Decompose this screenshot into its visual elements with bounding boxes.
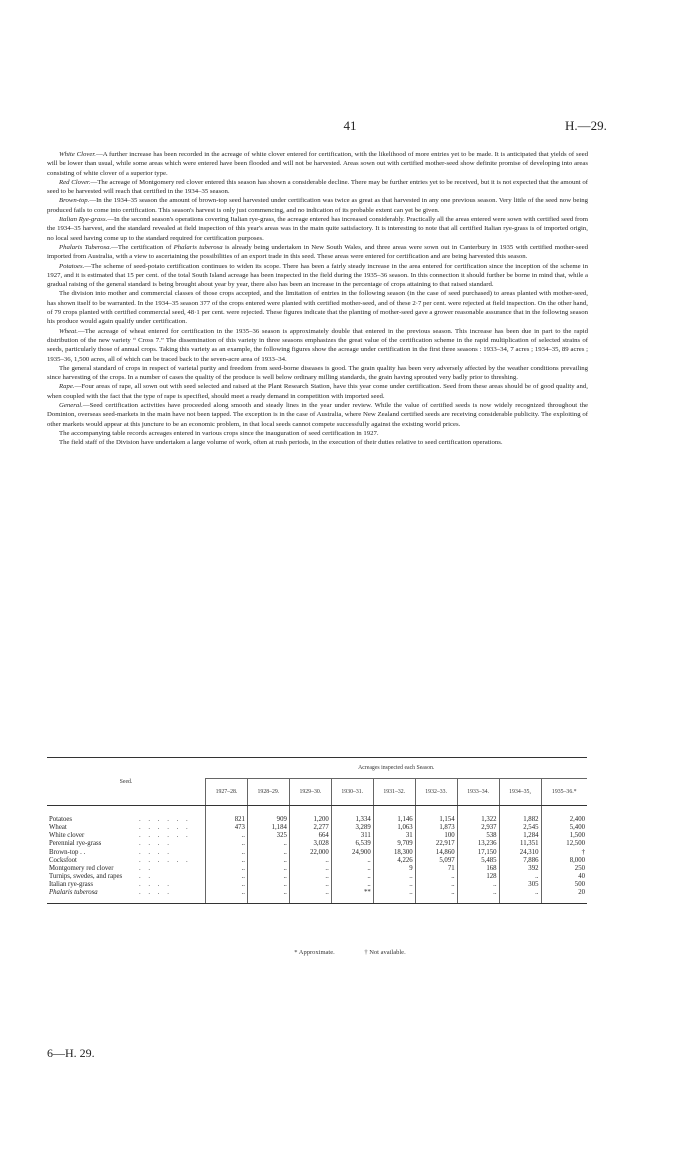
seed-column-header: Seed. — [47, 758, 206, 806]
table-row — [47, 840, 587, 848]
paragraph-rape — [47, 382, 588, 401]
table-row — [47, 824, 587, 832]
acreage-cell: 2,400 — [541, 816, 587, 824]
year-header: 1933–34. — [457, 779, 499, 806]
acreage-cell: .. — [457, 889, 499, 904]
acreage-cell: ** — [331, 889, 373, 904]
paragraph-text: —The certification of — [111, 243, 174, 251]
acreage-cell: .. — [289, 889, 331, 904]
seed-name-cell — [47, 840, 206, 848]
year-header: 1928–29. — [247, 779, 289, 806]
table-row — [47, 865, 587, 873]
acreage-cell: 1,154 — [415, 816, 457, 824]
acreage-cell: 909 — [247, 816, 289, 824]
paragraph-white-clover — [47, 150, 588, 178]
acreage-cell: .. — [247, 857, 289, 865]
paragraph-potatoes — [47, 262, 588, 290]
acreage-cell: 500 — [541, 881, 587, 889]
italic-species-name: Phalaris tuberosa — [173, 243, 223, 251]
acreage-cell: 538 — [457, 832, 499, 840]
acreage-cell: 2,937 — [457, 824, 499, 832]
acreage-cell: 128 — [457, 873, 499, 881]
acreage-cell: 1,334 — [331, 816, 373, 824]
acreage-cell: 5,485 — [457, 857, 499, 865]
paragraph-potato-classes — [47, 289, 588, 326]
seed-name: White clover — [49, 832, 85, 840]
heading-potatoes: Potatoes. — [59, 262, 85, 270]
acreage-cell: 31 — [373, 832, 415, 840]
acreage-cell: 2,277 — [289, 824, 331, 832]
acreage-cell: 1,322 — [457, 816, 499, 824]
acreage-cell: .. — [247, 849, 289, 857]
seed-name-cell — [47, 865, 206, 873]
leader-dots: . . . . . . — [139, 856, 191, 864]
seed-name: Wheat — [49, 824, 67, 832]
acreage-cell: 392 — [499, 865, 541, 873]
acreage-cell: .. — [206, 832, 248, 840]
leader-dots: . . — [139, 864, 154, 872]
heading-wheat: Wheat. — [59, 327, 78, 335]
acreage-cell: .. — [206, 881, 248, 889]
acreage-cell: .. — [206, 889, 248, 904]
paragraph-text: —In the second season's operations covering Italian rye-grass, the acreage entered has increased considerably. Practically all the areas entered were sown with certified seed from the 1934–35 harvest, and the standard revealed at field inspection of this year's areas was in the main quite satisfactory. It is interesting to note that all certified Italian rye-grass is of imported origin, no local seed having come up to the standard required for certification purposes. — [47, 216, 589, 242]
seed-name-cell — [47, 857, 206, 865]
acreage-cell: 7,886 — [499, 857, 541, 865]
seed-name-cell — [47, 849, 206, 857]
acreage-cell: .. — [415, 889, 457, 904]
paragraph-brown-top — [47, 196, 588, 215]
acreage-cell: 5,097 — [415, 857, 457, 865]
seed-name: Potatoes — [49, 816, 73, 824]
acreage-cell: 3,028 — [289, 840, 331, 848]
acreage-cell: 168 — [457, 865, 499, 873]
paragraph-wheat — [47, 327, 588, 364]
acreage-cell: 2,545 — [499, 824, 541, 832]
heading-general: General. — [59, 402, 83, 410]
paragraph-phalaris — [47, 243, 588, 262]
table-row — [47, 849, 587, 857]
acreage-cell: 40 — [541, 873, 587, 881]
year-header: 1934–35, — [499, 779, 541, 806]
acreage-cell: 821 — [206, 816, 248, 824]
year-header: 1930–31. — [331, 779, 373, 806]
acreage-cell: † — [541, 849, 587, 857]
acreage-group-header: Acreages inspected each Season. — [206, 758, 588, 779]
seed-name-cell — [47, 881, 206, 889]
report-reference: H.—29. — [565, 118, 607, 133]
acreage-cell: .. — [247, 873, 289, 881]
acreage-cell: .. — [331, 881, 373, 889]
table-row — [47, 873, 587, 881]
acreage-cell: .. — [206, 840, 248, 848]
seed-name-cell — [47, 824, 206, 832]
acreage-cell: 11,351 — [499, 840, 541, 848]
acreage-cell: 473 — [206, 824, 248, 832]
seed-name: Perennial rye-grass — [49, 840, 102, 848]
year-header: 1929–30. — [289, 779, 331, 806]
acreage-cell: .. — [289, 865, 331, 873]
acreage-cell: 71 — [415, 865, 457, 873]
leader-dots: . . . . — [139, 880, 172, 888]
acreage-cell: 1,200 — [289, 816, 331, 824]
table-row — [47, 857, 587, 865]
paragraph-text: The division into mother and commercial classes of those crops accepted, and the limitation of entries in the following season (in the case of seed purchased) to areas planted with mother-seed, has shown itself to be warranted. In the 1934–35 season 377 of the crops entered were planted with certified mother-seed, and of these 2·7 per cent. were rejected at field inspection. On the other hand, of 79 crops planted with certified commercial seed, 48·1 per cent. were rejected. These figures indicate that the planting of mother-seed gave a grower reasonable assurance that in the following season his produce would again qualify under certification. — [47, 290, 588, 326]
heading-red-clover: Red Clover. — [59, 178, 91, 186]
acreage-cell: 311 — [331, 832, 373, 840]
footnote-not-available: † Not available. — [364, 949, 406, 956]
acreage-cell: .. — [331, 873, 373, 881]
leader-dots: . . . . — [139, 889, 172, 897]
acreage-cell: .. — [206, 857, 248, 865]
heading-phalaris: Phalaris Tuberosa. — [59, 243, 112, 251]
acreage-cell: .. — [289, 873, 331, 881]
acreage-cell: 6,539 — [331, 840, 373, 848]
acreage-cell: 17,150 — [457, 849, 499, 857]
acreage-cell: 20 — [541, 889, 587, 904]
paragraph-text: —Four areas of rape, all sown out with seed selected and raised at the Plant Research Station, have this year come under certification. Seed from these areas should be of good quality and, when coupled with the fact that the type of rape is specified, should meet a ready demand in competition with imported seed. — [47, 383, 588, 400]
acreage-cell: .. — [247, 881, 289, 889]
leader-dots: . . . . . . — [139, 816, 191, 824]
acreage-cell: 1,284 — [499, 832, 541, 840]
acreage-cell: .. — [373, 873, 415, 881]
paragraph-text: —The acreage of wheat entered for certification in the 1935–36 season is approximately double that entered in the previous season. This increase has been due in part to the rapid distribution of the new variety “ Cross 7.” The dissemination of this variety in three seasons emphasizes the great value of the certification scheme in the rapid multiplication of selected strains of seeds, particularly those of annual crops. Taking this variety as an example, the following figures show the acreage under certification in the first three seasons : 1933–34, 7 acres ; 1934–35, 89 acres ; 1935–36, 1,500 acres, all of which can be traced back to the seven-acre area of 1933–34. — [47, 327, 588, 363]
heading-rape: Rape. — [59, 383, 75, 391]
seed-name: Brown-top . . — [49, 848, 86, 856]
acreage-cell: 664 — [289, 832, 331, 840]
year-header: 1935–36.* — [541, 779, 587, 806]
acreage-cell: .. — [457, 881, 499, 889]
paragraph-italian-rye-grass — [47, 215, 588, 243]
acreage-cell: 12,500 — [541, 840, 587, 848]
acreage-cell: 18,300 — [373, 849, 415, 857]
table-row — [47, 881, 587, 889]
seed-name: Cocksfoot — [49, 856, 77, 864]
acreage-cell: 24,310 — [499, 849, 541, 857]
acreage-cell: 8,000 — [541, 857, 587, 865]
acreage-cell: .. — [247, 865, 289, 873]
acreage-cell: .. — [499, 889, 541, 904]
table-row — [47, 889, 587, 904]
paragraph-text: The general standard of crops in respect of varietal purity and freedom from seed-borne diseases is good. The grain quality has been very adversely affected by the weather conditions prevailing since harvesting of the crops. In a number of cases the quality of the produce is well below ordinary milling standards, the grain having sprouted very badly prior to threshing. — [47, 364, 588, 382]
paragraph-text: —In the 1934–35 season the amount of brown-top seed harvested under certification was twice as great as that harvested in any one previous season. Very little of the seed now being produced fails to come into certification. This season's harvest is only just commencing, and no indication of its probable extent can yet be given. — [47, 197, 588, 214]
paragraph-red-clover — [47, 178, 588, 197]
paragraph-text: The field staff of the Division have undertaken a large volume of work, often at rush periods, in the execution of their duties relative to seed certification operations. — [59, 439, 503, 447]
acreage-cell: 14,860 — [415, 849, 457, 857]
leader-dots: . . . . — [139, 848, 172, 856]
seed-name: Phalaris tuberosa — [49, 889, 98, 897]
acreage-cell: .. — [331, 857, 373, 865]
heading-brown-top: Brown-top. — [59, 197, 90, 205]
acreage-cell: 3,289 — [331, 824, 373, 832]
acreage-cell: .. — [415, 881, 457, 889]
paragraph-text: —The acreage of Montgomery red clover entered this season has shown a considerable decline. There may be further entries yet to be received, but it is not expected that the amount of seed to be harvested will reach that certified in the 1934–35 season. — [47, 178, 588, 196]
seed-name: Montgomery red clover — [49, 864, 114, 872]
seed-name-cell — [47, 832, 206, 840]
acreage-cell: .. — [247, 889, 289, 904]
leader-dots: . . . . . . — [139, 832, 191, 840]
leader-dots: . . . . — [139, 840, 172, 848]
acreage-cell: .. — [331, 865, 373, 873]
seed-name-cell — [47, 816, 206, 824]
acreage-cell: 22,000 — [289, 849, 331, 857]
table-row — [47, 816, 587, 824]
acreage-cell: 100 — [415, 832, 457, 840]
footer-reference: 6—H. 29. — [47, 1046, 95, 1060]
seed-name-cell — [47, 873, 206, 881]
acreage-cell: 1,184 — [247, 824, 289, 832]
leader-dots: . . . . . . — [139, 824, 191, 832]
seed-name: Italian rye-grass — [49, 880, 93, 888]
paragraph-text: —A further increase has been recorded in the acreage of white clover entered for certification, with the likelihood of more entries yet to be made. It is anticipated that yields of seed will be lower than usual, while some areas which were entered have been flooded and will not be harvested. Areas sown out with certified mother-seed show definite promise of developing into areas consisting of white clover of a superior type. — [47, 151, 588, 177]
acreage-cell: 9 — [373, 865, 415, 873]
acreage-cell: 325 — [247, 832, 289, 840]
acreage-cell: .. — [415, 873, 457, 881]
year-header: 1927–28. — [206, 779, 248, 806]
paragraph-text: The accompanying table records acreages entered in various crops since the inauguration of seed certification in 1927. — [59, 429, 379, 437]
leader-dots: . . — [139, 872, 154, 880]
acreage-cell: .. — [289, 881, 331, 889]
footnote-approximate: * Approximate. — [294, 949, 335, 956]
page-number: 41 — [343, 118, 357, 133]
acreage-cell: .. — [206, 849, 248, 857]
paragraph-field-staff — [47, 438, 588, 447]
acreage-cell: 250 — [541, 865, 587, 873]
paragraph-text: is already being undertaken in New South Wales, and three areas were sown out in Canterbury in 1935 with certified mother-seed imported from Australia, with a view to ascertaining the possibilities of an export trade in this seed. These areas were entered for certification and are being harvested this season. — [47, 243, 588, 261]
acreage-cell: 1,063 — [373, 824, 415, 832]
acreage-cell: .. — [289, 857, 331, 865]
paragraph-table-intro — [47, 429, 588, 438]
acreage-cell: 305 — [499, 881, 541, 889]
acreage-cell: 22,917 — [415, 840, 457, 848]
acreage-cell: .. — [373, 881, 415, 889]
table-spacer — [47, 806, 587, 817]
table-row — [47, 832, 587, 840]
acreage-cell: 1,882 — [499, 816, 541, 824]
acreage-cell: .. — [247, 840, 289, 848]
acreage-cell: 5,400 — [541, 824, 587, 832]
paragraph-text: —Seed certification activities have proceeded along smooth and steady lines in the year under review. While the value of certified seeds is now widely recognized throughout the Dominion, overseas seed-markets in the main have not been tapped. The exception is in the case of Australia, where New Zealand certified seeds are receiving considerable publicity. The exploiting of other markets would appear at this juncture to be an economic problem, in that local seeds cannot compete successfully against the existing world prices. — [47, 402, 588, 428]
paragraph-general — [47, 401, 588, 429]
seed-name-cell — [47, 889, 206, 904]
paragraph-wheat-standard — [47, 364, 588, 383]
year-header: 1931–32. — [373, 779, 415, 806]
acreage-cell: .. — [499, 873, 541, 881]
table-footnotes — [0, 949, 700, 956]
acreage-cell: 24,900 — [331, 849, 373, 857]
acreage-cell: .. — [206, 865, 248, 873]
heading-white-clover: White Clover. — [59, 151, 96, 158]
acreage-table — [47, 757, 587, 904]
acreage-cell: .. — [373, 889, 415, 904]
body-text — [47, 150, 588, 448]
seed-name: Turnips, swedes, and rapes — [49, 872, 123, 880]
acreage-cell: 1,873 — [415, 824, 457, 832]
acreage-cell: 4,226 — [373, 857, 415, 865]
acreage-cell: 1,500 — [541, 832, 587, 840]
acreage-cell: .. — [206, 873, 248, 881]
heading-italian-rye-grass: Italian Rye-grass. — [59, 216, 108, 224]
paragraph-text: —The scheme of seed-potato certification continues to widen its scope. There has been a fairly steady increase in the area entered for certification since the inception of the scheme in 1927, and it is estimated that 15 per cent. of the total South Island acreage has been inspected in the field during the 1935–36 season. In this connection it should further be borne in mind that, while a gradual raising of the general standard is being brought about year by year, there also has been an increase in the percentage of crops attaining to that raised standard. — [47, 262, 588, 289]
acreage-cell: 1,146 — [373, 816, 415, 824]
acreage-cell: 9,709 — [373, 840, 415, 848]
acreage-cell: 13,236 — [457, 840, 499, 848]
year-header: 1932–33. — [415, 779, 457, 806]
